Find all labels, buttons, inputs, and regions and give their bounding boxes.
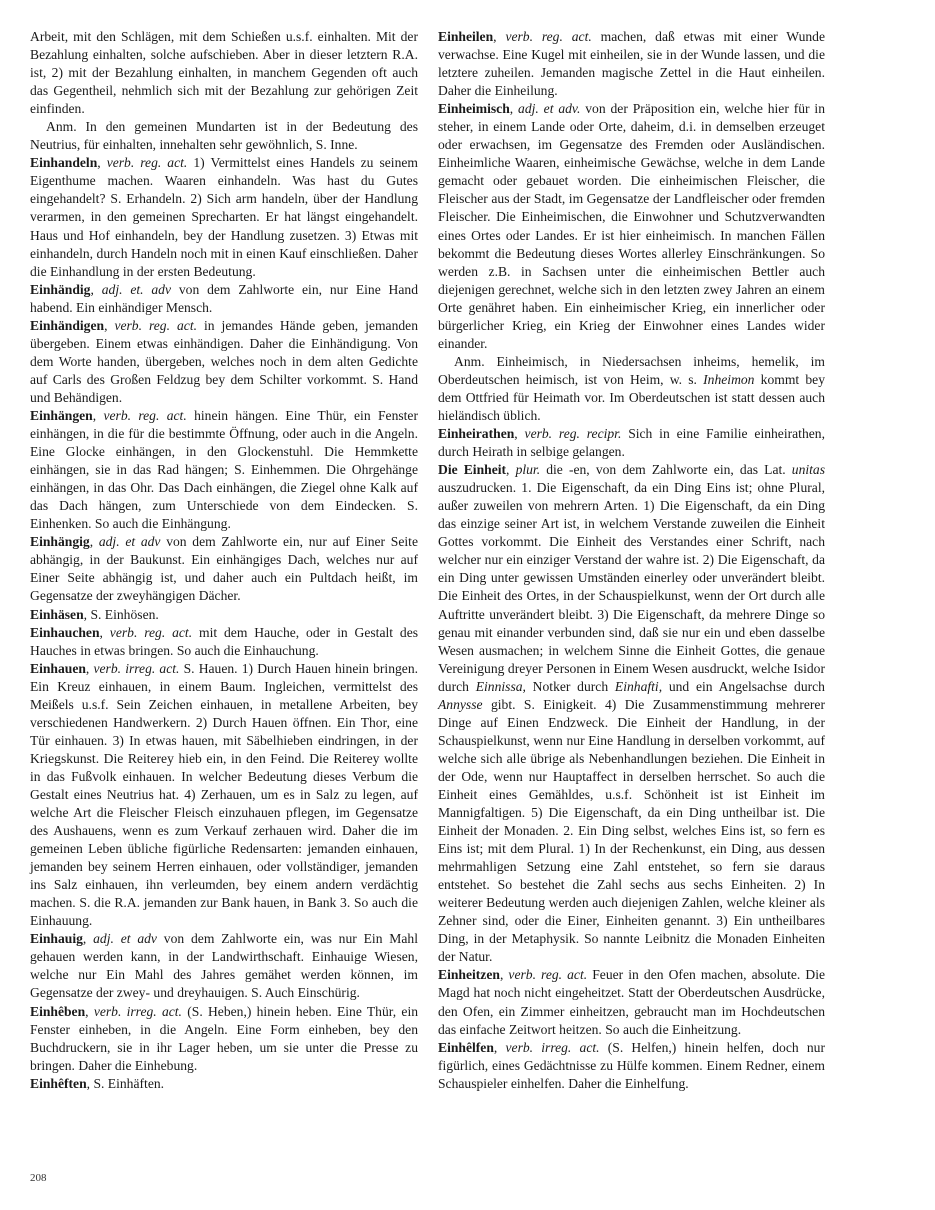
entry-einhauen: Einhauen, verb. irreg. act. S. Hauen. 1) Durch Hauen hinein bringen. Ein Kreuz einhauen, in einem Baum. Ingleichen, vermittelst des Meißels u.s.f. Sein Zeichen einhauen, in metallene Arbeiten, bey verschiedenen Handwerkern. 2) Durch Hauen öffnen. Ein Thor, eine Tür einhauen. 3) In etwas hauen, mit Säbelhieben eindringen, in der Kriegskunst. Die Reiterey hieb ein, in den Feind. Die Reiterey wollte in das Fußvolk einhauen. In welcher Bedeutung dieses Verbum die Gestalt eines Neutrius hat. 4) Zerhauen, um es in Salz zu legen, auf welche Art die Fleischer Fleisch einzuhauen pflegen, im Gegensatze des Aushauens, wenn es zum Verkauf zerhauen wird. Daher die im gemeinen Leben übliche figürliche Redensarten: jemanden einhauen, jemanden bey seinem Herren einhauen, oder vollständiger, jemanden ins Salz einhauen, ihn verleumden, bey einem andern verdächtig machen. S. die R.A. jemanden zur Bank hauen, in Bank 3. So auch die Einhauung. bbox=[30, 660, 419, 929]
entry-einhauig: Einhauig, adj. et adv von dem Zahlworte ein, was nur Ein Mahl gehauen werden kann, in der Landwirthschaft. Einhauige Wiesen, welche nur Ein Mahl des Jahres gemähet werden können, im Gegensatze der zwey- und dreyhauigen. S. Auch Einschürig. bbox=[30, 931, 418, 1001]
entry-einhaendig: Einhändig, adj. et. adv von dem Zahlworte ein, nur Eine Hand habend. Ein einhändiger Mensch. bbox=[30, 281, 419, 315]
entry-einheften: Einhêften, S. Einhäften. bbox=[30, 1075, 165, 1091]
entry-einheit: Die Einheit, plur. die -en, von dem Zahlworte ein, das Lat. unitas auszudrucken. 1. Die Eigenschaft, da ein Ding Eins ist; ohne Plural, außer zuweilen von mehrern Arten. 1) Die Eigenschaft, da ein Ding das einzige seiner Art ist, in welchem Verstande zuweilen die Einheit Gottes vorkommt. Die Einheit des Verstandes einer Schrift, nach welcher nur ein einziger Verstand der wahre ist. 2) Die Eigenschaft, da ein Ding unter gewissen Umständen einerley oder unverändert bleibt. Die Einheit des Ortes, in der Schauspielkunst, wenn der Ort durch alle Auftritte unverändert bleibt. 3) Die Eigenschaft, da mehrere Dinge so genau mit einander verbunden sind, daß sie nur ein und eben dasselbe Wesen ausmachen; in welchem Sinne die Einheit Gottes, die genaue Vereinigung dreyer Personen in Einem Wesen ausdruckt, welche Isidor durch Einnissa, Notker durch Einhafti, und ein Angelsachse durch Annysse gibt. S. Einigkeit. 4) Die Zusammenstimmung mehrerer Dinge auf Einen Endzweck. Die Einheit der Handlung, in der Schauspielkunst, wenn nur Eine Handlung in derselben vorkommt, auf welche sich alle übrige als Nebenhandlungen beziehen. Die Einheit in der Ode, wenn nur Hauptaffect in derselben herrschet. So auch die Einheit eines Gemähldes, u.s.f. Schönheit ist ist Einheit im Mannigfaltigen. 5) Die Eigenschaft, da ein Ding untheilbar ist. Die Einheit der Monaden. 2. Ein Ding selbst, welches Eins ist, so fern es Eins ist; mit dem Plural. 1) In der Rechenkunst, ein Ding, aus dessen mehrmahligen Setzung eine Zahl entstehet, so fern sie daraus entstehet. So bestehet die Zahl sechs aus sechs Einheiten. 2) In weiterer Bedeutung werden auch diejenigen Zahlen, welche kleiner als Zehner sind, oder die Einer, Einheiten genannt. 3) Ein untheilbares Ding, in der Metaphysik. So nannte Leibnitz die Monaden Einheiten der Natur. bbox=[438, 462, 825, 965]
entry-einhaendigen: Einhändigen, verb. reg. act. in jemandes Hände geben, jemanden übergeben. Einem etwas einhändigen. Daher die Einhändigung. Von dem Worte handen, übergeben, welches noch in dem alten Gedichte auf Carls des Großen Feldzug bey dem Schilter vorkommt. S. Hand und Behändigen. bbox=[30, 317, 418, 405]
left-column bbox=[30, 28, 418, 1093]
entry-einheben: Einhêben, verb. irreg. act. (S. Heben,) hinein heben. Eine Thür, ein Fenster einheben, in die Angeln. Eine Form einheben, bey den Buchdruckern, sie in ihr Lager heben, um sie unter die Presse zu bringen. Daher die Einhebung. bbox=[30, 1003, 419, 1073]
entry-einheirathen: Einheirathen, verb. reg. recipr. Sich in eine Familie einheirathen, durch Heirath in selbige gelangen. bbox=[438, 426, 825, 460]
entry-einhauchen: Einhauchen, verb. reg. act. mit dem Hauche, oder in Gestalt des Hauches in etwas bringen. So auch die Einhauchung. bbox=[30, 624, 419, 658]
entry-einhaengig: Einhängig, adj. et adv von dem Zahlworte ein, nur auf Einer Seite abhängig, in der Baukunst. Ein einhängiges Dach, welches nur auf Einer Seite abhängig ist, und daher auch ein Pultdach heißt, im Gegensatze der zweyhängigen Dächer. bbox=[30, 534, 418, 604]
entry-continuation: Arbeit, mit den Schlägen, mit dem Schießen u.s.f. einhalten. Mit der Bezahlung einhalten, solche aufschieben. Aber in dieser letztern R.A. ist, 2) mit der Bezahlung einhalten, in manchem Gegenden oft auch das Gegentheil, nehmlich sich mit der Bezahlung zur gehörigen Zeit einfinden. bbox=[30, 29, 418, 117]
right-column bbox=[438, 28, 825, 1093]
entry-annotation: Anm. Einheimisch, in Niedersachsen inheims, hemelik, im Oberdeutschen heimisch, ist von Heim, w. s. Inheimon kommt bey dem Ottfried für Heimath vor. Im Oberdeutschen ist statt dessen auch hieländisch üblich. bbox=[438, 353, 825, 423]
entry-einhaesen: Einhäsen, S. Einhösen. bbox=[30, 606, 159, 622]
entry-einhaengen: Einhängen, verb. reg. act. hinein hängen. Eine Thür, ein Fenster einhängen, in die für die bestimmte Öffnung, oder auch in die Angeln. Eine Glocke einhängen, in den Glockenstuhl. Die Hemmkette einhängen, sie in das Rad hängen; S. Einhemmen. Die Ohrgehänge einhängen, in das Ohr. Das Dach einhängen, die Ziegel ohne Kalk auf das Dach hängen, zum Unterschiede von dem Eindecken. S. Einhenken. So auch die Einhängung. bbox=[30, 407, 418, 532]
entry-einhelfen: Einhêlfen, verb. irreg. act. (S. Helfen,) hinein helfen, doch nur figürlich, eines Gedächtnisse zu Hülfe kommen. Einem Redner, einem Schauspieler einhelfen. Daher die Einhelfung. bbox=[438, 1039, 825, 1091]
entry-einheilen: Einheilen, verb. reg. act. machen, daß etwas mit einer Wunde verwachse. Eine Kugel mit einheilen, sie in der Wunde lassen, und die letztere zuheilen. Jemanden magische Zettel in die Haut einheilen. Daher die Einheilung. bbox=[438, 29, 826, 99]
entry-einheitzen: Einheitzen, verb. reg. act. Feuer in den Ofen machen, absolute. Die Magd hat noch nicht eingeheitzet. Statt der Oberdeutschen Ausdrücke, den Ofen, ein Zimmer einheitzen, gebraucht man im Hochdeutschen das einfache Zeitwort heitzen. So auch die Einheitzung. bbox=[438, 967, 826, 1037]
entry-einhandeln: Einhandeln, verb. reg. act. 1) Vermittelst eines Handels zu seinem Eigenthume machen. Waaren einhandeln. Was hast du Gutes eingehandelt? S. Erhandeln. 2) Sich arm handeln, über der Handlung verarmen, in den gemeinen Sprecharten. Er hat längst eingehandelt. Haus und Hof einhandeln, bey der Handlung zusetzen. 3) Etwas mit einhandeln, durch Handeln noch mit in einen Kauf einschließen. Daher die Einhandlung in der ersten Bedeutung. bbox=[30, 155, 418, 279]
entry-einheimisch: Einheimisch, adj. et adv. von der Präposition ein, welche hier für in steher, in einem Lande oder Orte, daheim, d.i. in demselben erzeuget oder erwachsen, im Gegensatze des Fremden oder Ausländischen. Einheimliche Waaren, einheimische Gewächse, welche in dem Lande gemacht oder gebauet worden. Die einheimischen Fleischer, die Fleischer aus der Stadt, im Gegensatze der Landfleischer oder fremden Fleischer. Die Einheimischen, die Einwohner und Schutzverwandten eines Ortes oder Landes. Er ist hier einheimisch. In manchen Fällen bekommt die Bedeutung dieses Wortes allerley Einschränkungen. So werden z.B. in Sachsen unter die einheimischen Bettler auch diejenigen gerechnet, welche sich in den letzten zwey Jahren an einem Orte genähret haben. Ein einheimischer Krieg, ein innerlicher oder bürgerlicher Krieg, ein Krieg der Einwohner eines Landes wider einander. bbox=[438, 101, 825, 351]
page-number: 208 bbox=[30, 1172, 47, 1184]
entry-annotation: Anm. In den gemeinen Mundarten ist in der Bedeutung des Neutrius, für einhalten, innehalten sehr gewöhnlich, S. Inne. bbox=[30, 119, 418, 153]
